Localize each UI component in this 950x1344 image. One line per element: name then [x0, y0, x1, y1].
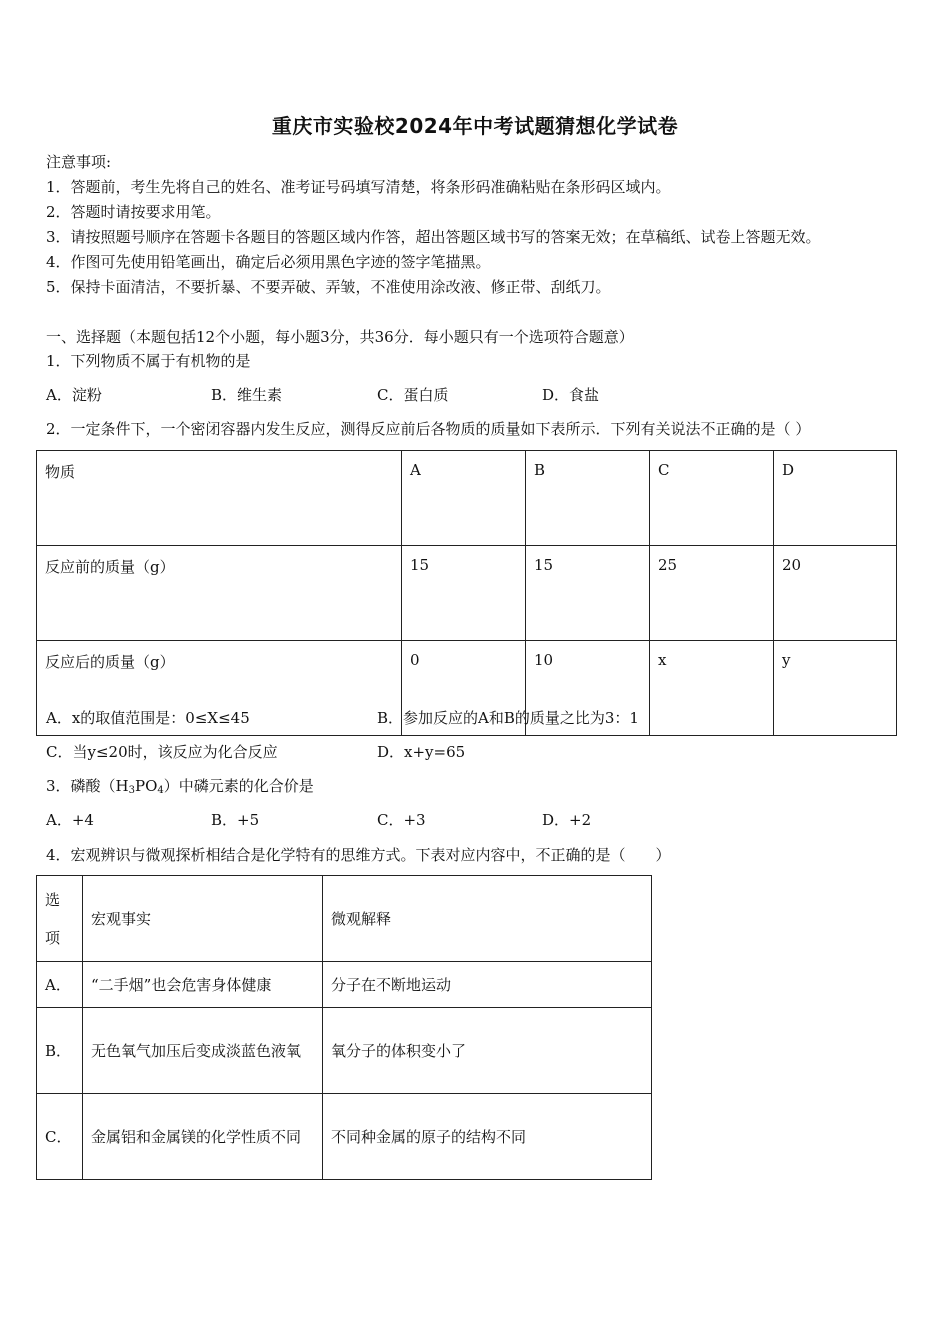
table-row — [37, 451, 897, 546]
table-cell: D — [774, 451, 897, 546]
table-cell: 分子在不断地运动 — [323, 962, 652, 1008]
q3-option-a: A．+4 — [46, 811, 94, 829]
table-cell: 不同种金属的原子的结构不同 — [323, 1094, 652, 1180]
q2-stem: 2．一定条件下，一个密闭容器内发生反应，测得反应前后各物质的质量如下表所示．下列有关说法不正确的是（ ） — [46, 420, 811, 438]
q2-option-d: D．x+y=65 — [377, 743, 466, 761]
table-cell: 氧分子的体积变小了 — [323, 1008, 652, 1094]
table-row — [37, 1008, 652, 1094]
table-row — [37, 962, 652, 1008]
table-cell: “二手烟”也会危害身体健康 — [83, 962, 323, 1008]
table-cell: 物质 — [37, 451, 402, 546]
q2-option-c: C．当y≤20时，该反应为化合反应 — [46, 743, 278, 761]
q3-subscript: 4 — [157, 785, 164, 796]
q4-stem: 4．宏观辨识与微观探析相结合是化学特有的思维方式。下表对应内容中，不正确的是（ ） — [46, 846, 671, 864]
q2-option-b: B．参加反应的A和B的质量之比为3：1 — [377, 709, 639, 727]
table-row — [37, 1094, 652, 1180]
table-cell: 15 — [526, 546, 650, 641]
q1-option-c: C．蛋白质 — [377, 386, 449, 404]
section-heading: 一、选择题（本题包括12个小题，每小题3分，共36分．每小题只有一个选项符合题意） — [46, 328, 634, 346]
q3-option-c: C．+3 — [377, 811, 426, 829]
q1-stem: 1．下列物质不属于有机物的是 — [46, 352, 251, 370]
table-cell: 微观解释 — [323, 876, 652, 962]
table-cell: 反应前的质量（g） — [37, 546, 402, 641]
table-cell: 25 — [650, 546, 774, 641]
table-cell: 无色氧气加压后变成淡蓝色液氧 — [83, 1008, 323, 1094]
table-cell: y — [774, 641, 897, 736]
q2-option-a: A．x的取值范围是：0≤X≤45 — [46, 709, 250, 727]
table-cell: B． — [37, 1008, 83, 1094]
q3-stem-text: ）中磷元素的化合价是 — [163, 777, 314, 795]
table-cell: x — [650, 641, 774, 736]
table-cell: 0 — [402, 641, 526, 736]
table-row — [37, 546, 897, 641]
table-cell: 金属铝和金属镁的化学性质不同 — [83, 1094, 323, 1180]
table-cell: C． — [37, 1094, 83, 1180]
table-cell: 反应后的质量（g） — [37, 641, 402, 736]
q3-option-d: D．+2 — [542, 811, 592, 829]
notice-item: 4．作图可先使用铅笔画出，确定后必须用黑色字迹的签字笔描黑。 — [46, 253, 491, 271]
table-row — [37, 876, 652, 962]
q3-subscript: 3 — [128, 785, 135, 796]
table-cell: A． — [37, 962, 83, 1008]
notice-item: 3．请按照题号顺序在答题卡各题目的答题区域内作答，超出答题区域书写的答案无效；在草稿纸、试卷上答题无效。 — [46, 228, 821, 246]
q1-option-b: B．维生素 — [211, 386, 283, 404]
notice-item: 1．答题前，考生先将自己的姓名、准考证号码填写清楚，将条形码准确粘贴在条形码区域内。 — [46, 178, 671, 196]
q3-stem-text: PO — [135, 777, 158, 795]
table-cell: 15 — [402, 546, 526, 641]
q1-option-d: D．食盐 — [542, 386, 600, 404]
q3-option-b: B．+5 — [211, 811, 260, 829]
table-cell: C — [650, 451, 774, 546]
table-cell: 10 — [526, 641, 650, 736]
notice-item: 5．保持卡面清洁，不要折暴、不要弄破、弄皱，不准使用涂改液、修正带、刮纸刀。 — [46, 278, 611, 296]
q1-option-a: A．淀粉 — [46, 386, 102, 404]
notice-item: 2．答题时请按要求用笔。 — [46, 203, 221, 221]
q2-mass-table — [36, 450, 897, 736]
page-title: 重庆市实验校2024年中考试题猜想化学试卷 — [271, 114, 679, 138]
q3-stem — [46, 776, 314, 801]
table-cell: B — [526, 451, 650, 546]
table-cell: 宏观事实 — [83, 876, 323, 962]
notice-heading: 注意事项: — [46, 153, 112, 171]
q3-stem-text: 3．磷酸（H — [46, 777, 129, 795]
table-cell: 选项 — [37, 876, 83, 962]
q4-table — [36, 875, 652, 1180]
table-cell: 20 — [774, 546, 897, 641]
table-cell: A — [402, 451, 526, 546]
